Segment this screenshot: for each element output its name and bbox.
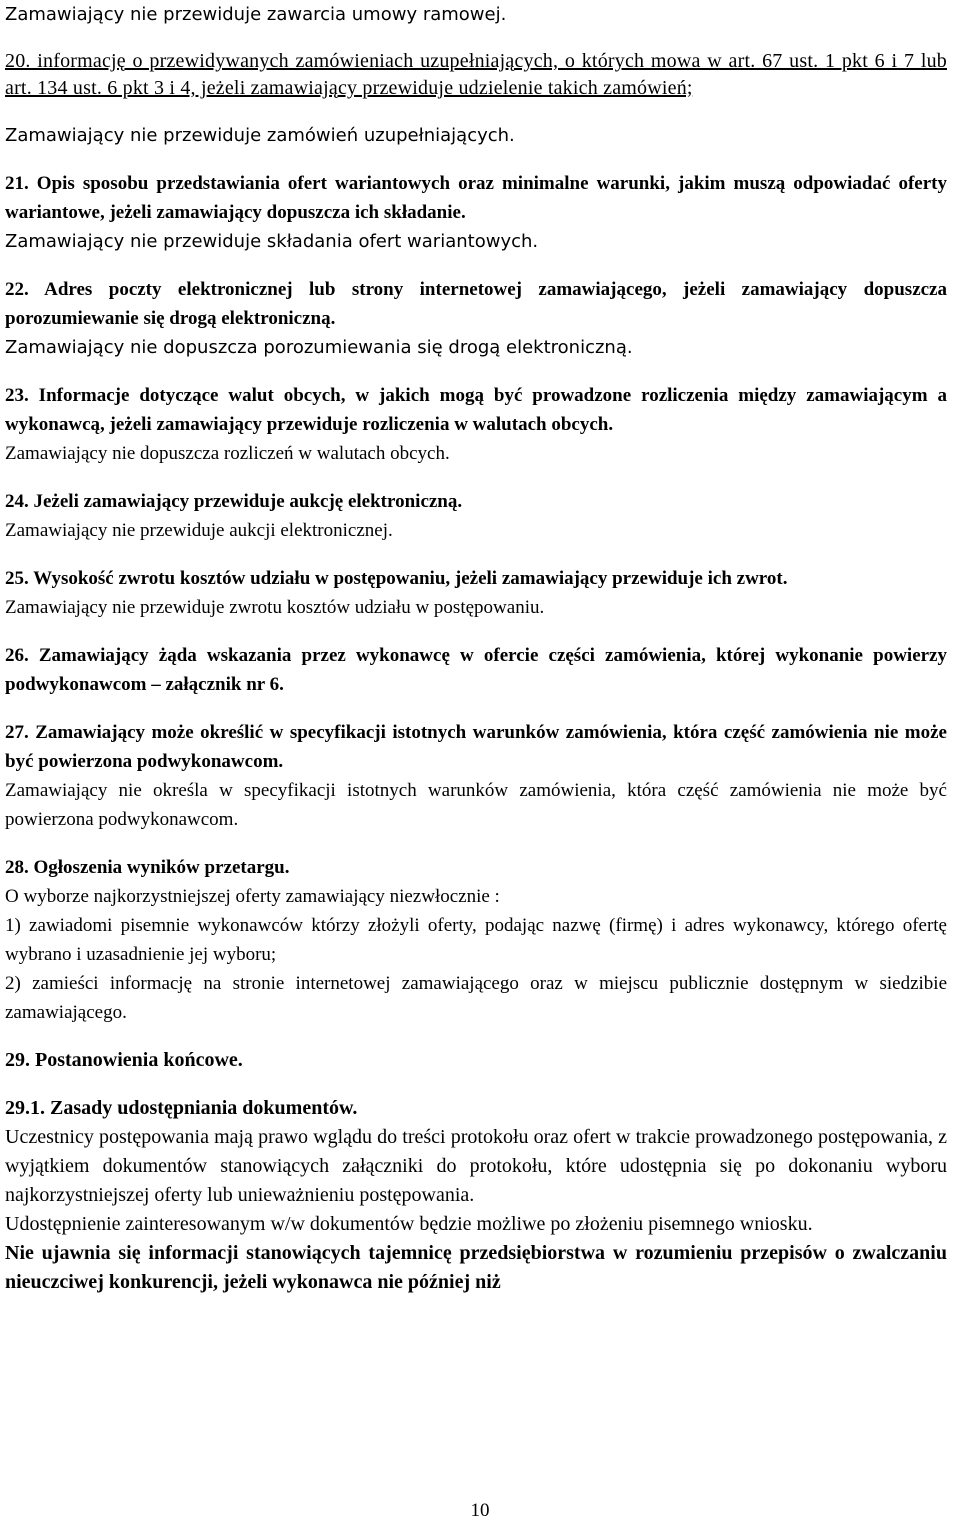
section-29-1-heading: 29.1. Zasady udostępniania dokumentów.: [5, 1097, 358, 1119]
section-28-item-1: 1) zawiadomi pisemnie wykonawców którzy złożyli oferty, podając nazwę (firmę) i adres wykonawcy, którego ofertę wybrano i uzasadnienie jej wyboru;: [5, 915, 947, 965]
section-29-1-para-1: Uczestnicy postępowania mają prawo wglądu do treści protokołu oraz ofert w trakcie prowadzonego postępowania, z wyjątkiem dokumentów stanowiących załączniki do protokołu, które udostępnia się po dokonaniu wyboru najkorzystniejszej oferty lub unieważnieniu postępowania.: [5, 1126, 947, 1206]
section-29-1-para-2: Udostępnienie zainteresowanym w/w dokumentów będzie możliwe po złożeniu pisemnego wniosku.: [5, 1213, 813, 1235]
section-29-1-para-3: Nie ujawnia się informacji stanowiących tajemnicę przedsiębiorstwa w rozumieniu przepisów o zwalczaniu nieuczciwej konkurencji, jeżeli wykonawca nie później niż: [5, 1242, 947, 1293]
section-24-body: Zamawiający nie przewiduje aukcji elektronicznej.: [5, 520, 393, 541]
section-22-body: Zamawiający nie dopuszcza porozumiewania się drogą elektroniczną.: [5, 337, 633, 358]
section-27-body: Zamawiający nie określa w specyfikacji istotnych warunków zamówienia, która część zamówienia nie może być powierzona podwykonawcom.: [5, 780, 947, 830]
section-23-heading: 23. Informacje dotyczące walut obcych, w jakich mogą być prowadzone rozliczenia między zamawiającym a wykonawcą, jeżeli zamawiający przewiduje rozliczenia w walutach obcych.: [5, 385, 947, 435]
section-21-body: Zamawiający nie przewiduje składania ofert wariantowych.: [5, 231, 539, 252]
section-24-heading: 24. Jeżeli zamawiający przewiduje aukcję elektroniczną.: [5, 491, 463, 512]
section-28-intro: O wyborze najkorzystniejszej oferty zamawiający niezwłocznie :: [5, 886, 500, 907]
section-20-heading: 20. informację o przewidywanych zamówieniach uzupełniających, o których mowa w art. 67 ust. 1 pkt 6 i 7 lub art. 134 ust. 6 pkt 3 i 4, jeżeli zamawiający przewiduje udzielenie takich zamówień;: [5, 50, 947, 99]
section-29-heading: 29. Postanowienia końcowe.: [5, 1049, 243, 1071]
intro-text: Zamawiający nie przewiduje zawarcia umowy ramowej.: [5, 4, 507, 25]
section-25-heading: 25. Wysokość zwrotu kosztów udziału w postępowaniu, jeżeli zamawiający przewiduje ich zwrot.: [5, 568, 788, 589]
section-26-heading: 26. Zamawiający żąda wskazania przez wykonawcę w ofercie części zamówienia, której wykonanie powierzy podwykonawcom – załącznik nr 6.: [5, 645, 947, 695]
section-25-body: Zamawiający nie przewiduje zwrotu kosztów udziału w postępowaniu.: [5, 597, 545, 618]
section-20-body: Zamawiający nie przewiduje zamówień uzupełniających.: [5, 125, 515, 146]
section-28-heading: 28. Ogłoszenia wyników przetargu.: [5, 857, 290, 878]
document-page: [5, 0, 947, 1297]
section-21-heading: 21. Opis sposobu przedstawiania ofert wariantowych oraz minimalne warunki, jakim muszą odpowiadać oferty wariantowe, jeżeli zamawiający dopuszcza ich składanie.: [5, 173, 947, 223]
section-23-body: Zamawiający nie dopuszcza rozliczeń w walutach obcych.: [5, 443, 450, 464]
section-28-item-2: 2) zamieści informację na stronie internetowej zamawiającego oraz w miejscu publicznie dostępnym w siedzibie zamawiającego.: [5, 973, 947, 1023]
page-number: 10: [470, 1500, 490, 1521]
section-27-heading: 27. Zamawiający może określić w specyfikacji istotnych warunków zamówienia, która część zamówienia nie może być powierzona podwykonawcom.: [5, 722, 947, 772]
section-22-heading: 22. Adres poczty elektronicznej lub strony internetowej zamawiającego, jeżeli zamawiający dopuszcza porozumiewanie się drogą elektroniczną.: [5, 279, 947, 329]
